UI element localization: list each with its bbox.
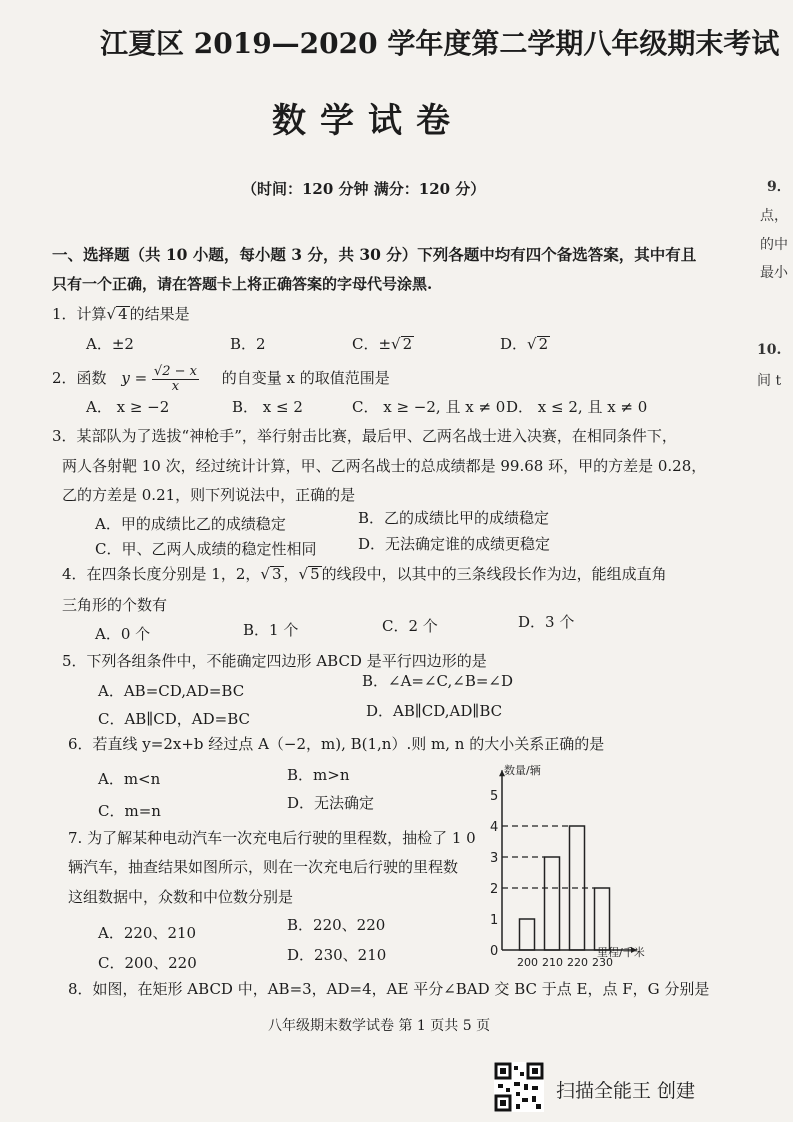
question-6-option-a: A．m<n xyxy=(98,770,161,788)
y-tick-label: 5 xyxy=(490,789,499,804)
y-tick-label: 3 xyxy=(490,851,499,866)
question-1-stem: 1．计算√ 4 的结果是 xyxy=(52,305,190,323)
question-2-option-b: B． x ≤ 2 xyxy=(232,398,303,416)
right-margin-fragment-3: 的中 xyxy=(760,237,788,253)
question-5-option-a: A．AB=CD,AD=BC xyxy=(98,682,245,700)
question-3-option-c: C．甲、乙两人成绩的稳定性相同 xyxy=(95,540,317,558)
right-margin-fragment-5: 10. xyxy=(757,342,782,358)
question-5-stem: 5．下列各组条件中，不能确定四边形 ABCD 是平行四边形的是 xyxy=(62,652,487,670)
y-tick-label: 4 xyxy=(490,820,499,835)
question-6-option-d: D．无法确定 xyxy=(287,794,375,812)
bar xyxy=(520,919,535,950)
paper-subtitle: 数学试卷 xyxy=(272,101,464,141)
scanner-watermark-text: 扫描全能王 创建 xyxy=(556,1080,696,1102)
y-tick-label: 0 xyxy=(490,944,499,959)
x-axis-label: 里程/千米 xyxy=(597,946,645,959)
bar xyxy=(545,857,560,950)
question-6-option-c: C．m=n xyxy=(98,802,161,820)
x-tick-label: 230 xyxy=(592,956,613,969)
question-7-line2: 辆汽车，抽查结果如图所示，则在一次充电后行驶的里程数 xyxy=(68,858,459,876)
question-4-option-d: D．3 个 xyxy=(518,613,575,631)
right-margin-fragment-1: 9． xyxy=(767,179,791,195)
question-2-option-a: A． x ≥ −2 xyxy=(86,398,170,416)
question-3-line3: 乙的方差是 0.21，则下列说法中，正确的是 xyxy=(62,486,356,504)
y-tick-label: 1 xyxy=(490,913,499,928)
question-3-line2: 两人各射靶 10 次，经过统计计算，甲、乙两名战士的总成绩都是 99.68 环，甲的方差是 0.28， xyxy=(62,457,707,475)
section-instruction-line1: 一、选择题（共 10 小题，每小题 3 分，共 30 分）下列各题中均有四个备选答案，其中有且 xyxy=(52,245,697,264)
question-6-stem: 6．若直线 y=2x+b 经过点 A（−2，m), B(1,n）.则 m, n 的大小关系正确的是 xyxy=(68,735,605,753)
question-7-option-c: C．200、220 xyxy=(98,954,197,972)
question-4-option-b: B．1 个 xyxy=(243,621,299,639)
question-2-option-c: C． x ≥ −2, 且 x ≠ 0 xyxy=(352,398,506,416)
question-5-option-b: B．∠A=∠C,∠B=∠D xyxy=(362,672,514,690)
section-instruction-line2: 只有一个正确，请在答题卡上将正确答案的字母代号涂黑. xyxy=(52,275,433,293)
question-1-option-d: D．√ 2 xyxy=(500,335,549,353)
question-4-option-a: A．0 个 xyxy=(95,625,151,643)
exam-title: 江夏区 2019—2020 学年度第二学期八年级期末考试 xyxy=(100,27,780,60)
question-3-option-d: D．无法确定谁的成绩更稳定 xyxy=(358,535,551,553)
question-1-option-b: B．2 xyxy=(230,335,266,353)
x-tick-label: 220 xyxy=(567,956,588,969)
question-1-option-c: C．±√ 2 xyxy=(352,335,413,353)
right-margin-fragment-6: 间 t xyxy=(757,373,782,389)
question-5-option-c: C．AB∥CD，AD=BC xyxy=(98,710,250,728)
question-3-line1: 3．某部队为了选拔“神枪手”，举行射击比赛，最后甲、乙两名战士进入决赛，在相同条件下， xyxy=(52,427,677,445)
x-tick-label: 210 xyxy=(542,956,563,969)
question-2-stem: 2．函数 y = $\frac{√2 - x}{x}$ 的自变量 x 的取值范围是 xyxy=(52,363,390,394)
question-7-line1: 7. 为了解某种电动汽车一次充电后行驶的里程数，抽检了 1 0 xyxy=(68,829,476,847)
question-7-line3: 这组数据中，众数和中位数分别是 xyxy=(68,888,294,906)
right-margin-fragment-2: 点， xyxy=(760,208,788,224)
question-7-option-b: B．220、220 xyxy=(287,916,386,934)
question-3-option-b: B．乙的成绩比甲的成绩稳定 xyxy=(358,509,550,527)
y-axis-label: 数量/辆 xyxy=(504,764,541,778)
question-2-option-d: D． x ≤ 2, 且 x ≠ 0 xyxy=(506,398,648,416)
mileage-bar-chart xyxy=(478,760,688,975)
question-7-option-a: A．220、210 xyxy=(98,924,197,942)
page-footer: 八年级期末数学试卷 第 1 页共 5 页 xyxy=(268,1018,491,1034)
question-1-option-a: A．±2 xyxy=(86,335,134,353)
question-5-option-d: D．AB∥CD,AD∥BC xyxy=(366,702,503,720)
time-info: （时间：120 分钟 满分：120 分） xyxy=(242,180,486,198)
x-tick-label: 200 xyxy=(517,956,538,969)
y-tick-label: 2 xyxy=(490,882,499,897)
bar xyxy=(595,888,610,950)
question-4-option-c: C．2 个 xyxy=(382,617,438,635)
right-margin-fragment-4: 最小 xyxy=(760,265,788,281)
question-4-line1: 4．在四条长度分别是 1，2，√ 3 ，√ 5 的线段中，以其中的三条线段长作为边，能组成直角 xyxy=(62,565,667,583)
question-7-option-d: D．230、210 xyxy=(287,946,387,964)
question-4-line2: 三角形的个数有 xyxy=(62,596,168,614)
question-3-option-a: A．甲的成绩比乙的成绩稳定 xyxy=(95,515,286,533)
qr-code-icon xyxy=(494,1062,544,1112)
question-8-line1: 8．如图，在矩形 ABCD 中，AB=3，AD=4，AE 平分∠BAD 交 BC 于点 E，点 F，G 分别是 xyxy=(68,980,710,998)
question-6-option-b: B．m>n xyxy=(287,766,350,784)
